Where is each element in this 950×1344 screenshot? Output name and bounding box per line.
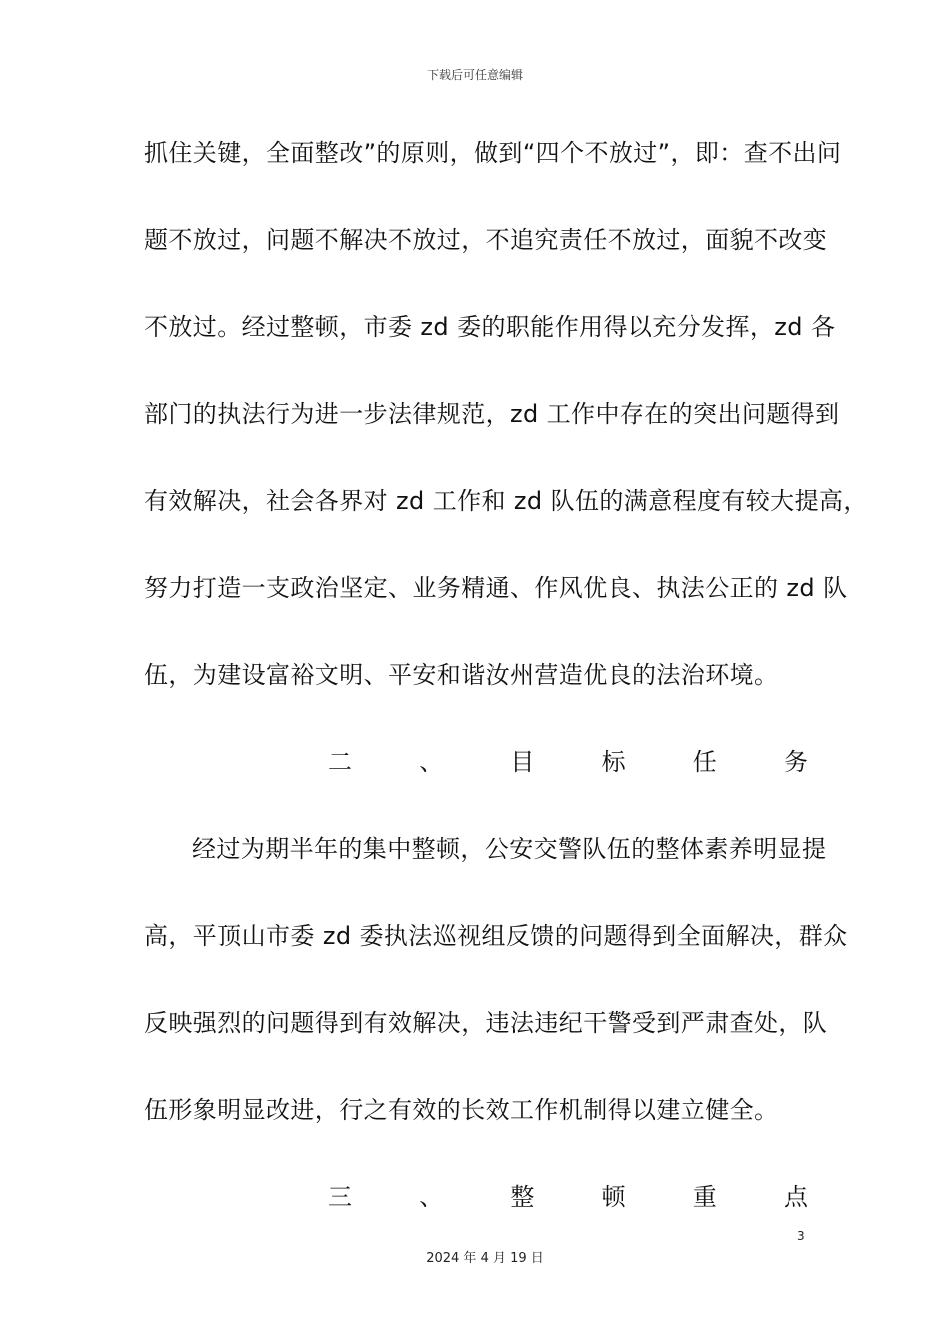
heading-char: 、 [419, 1183, 444, 1211]
paragraph-line: 努力打造一支政治坚定、业务精通、作风优良、执法公正的 zd 队 [144, 574, 848, 602]
footer-date: 2024 年 4 月 19 日 [426, 1251, 544, 1266]
page-number: 3 [797, 1229, 805, 1243]
document-body [144, 128, 868, 1259]
paragraph-line: 伍形象明显改进，行之有效的长效工作机制得以建立健全。 [144, 1096, 779, 1124]
paragraph-line: 高，平顶山市委 zd 委执法巡视组反馈的问题得到全面解决，群众 [144, 922, 848, 950]
heading-char: 顿 [601, 1183, 626, 1211]
paragraph-line: 部门的执法行为进一步法律规范，zd 工作中存在的突出问题得到 [144, 400, 840, 428]
paragraph-line: 有效解决，社会各界对 zd 工作和 zd 队伍的满意程度有较大提高， [144, 487, 868, 515]
page-header: 下载后可任意编辑 [426, 68, 523, 82]
paragraph-line: 不放过。经过整顿，市委 zd 委的职能作用得以充分发挥，zd 各 [144, 313, 836, 341]
heading-char: 三 [328, 1183, 352, 1211]
heading-char: 标 [601, 748, 626, 776]
paragraph-line: 题不放过，问题不解决不放过，不追究责任不放过，面貌不改变 [144, 226, 828, 254]
paragraph-line: 经过为期半年的集中整顿，公安交警队伍的整体素养明显提 [192, 835, 827, 863]
heading-char: 务 [783, 748, 808, 776]
heading-char: 二 [328, 748, 352, 776]
section-heading-targets [328, 737, 808, 824]
paragraph-line: 抓住关键，全面整改”的原则，做到“四个不放过”，即：查不出问 [144, 139, 842, 167]
paragraph-line: 反映强烈的问题得到有效解决，违法违纪干警受到严肃查处，队 [144, 1009, 828, 1037]
heading-char: 重 [692, 1183, 717, 1211]
heading-char: 目 [510, 748, 535, 776]
paragraph-line: 伍，为建设富裕文明、平安和谐汝州营造优良的法治环境。 [144, 661, 779, 689]
heading-char: 点 [783, 1183, 808, 1211]
heading-char: 整 [510, 1183, 535, 1211]
section-heading-focus [328, 1172, 808, 1259]
heading-char: 、 [419, 748, 444, 776]
heading-char: 任 [692, 748, 717, 776]
